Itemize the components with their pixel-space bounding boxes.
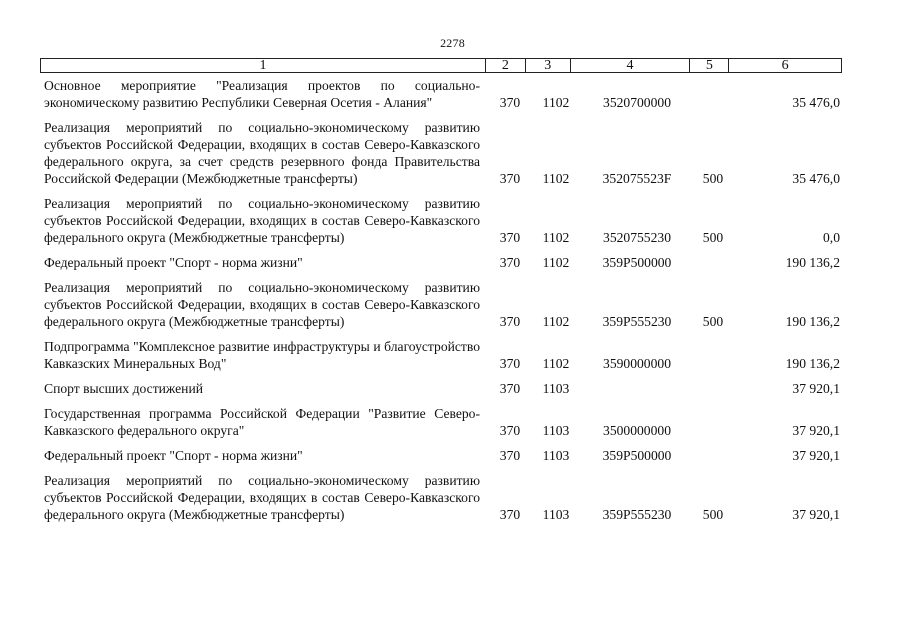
row-amount: 35 476,0 — [792, 95, 840, 110]
row-name: Федеральный проект "Спорт - норма жизни" — [44, 255, 303, 270]
row-section-code: 1102 — [542, 171, 570, 186]
column-header-2: 2 — [486, 59, 526, 72]
row-section-code: 1102 — [542, 356, 570, 371]
row-target-article: 3500000000 — [603, 423, 671, 438]
row-section-code: 1102 — [542, 255, 570, 270]
row-amount: 37 920,1 — [792, 381, 840, 396]
row-target-article: 3590000000 — [603, 356, 671, 371]
row-ministry-code: 370 — [499, 95, 521, 110]
row-ministry-code: 370 — [499, 314, 521, 329]
row-section-code: 1103 — [542, 423, 570, 438]
table-header — [40, 58, 842, 73]
row-name: Федеральный проект "Спорт - норма жизни" — [44, 448, 303, 463]
table-row — [44, 195, 844, 246]
row-section-code: 1102 — [542, 314, 570, 329]
row-target-article: 352075523F — [602, 171, 672, 186]
row-expense-type: 500 — [702, 507, 724, 522]
row-amount: 37 920,1 — [792, 507, 840, 522]
row-name: Реализация мероприятий по социально-экономическому развитию субъектов Российской Федерации, входящих в состав Северо-Кавказского федерального округа, за счет средств резервного фонда Правительства Российской Федерации (Межбюджетные трансферты) — [44, 120, 480, 186]
table-row — [44, 119, 844, 187]
row-ministry-code: 370 — [499, 423, 521, 438]
row-target-article: 359P500000 — [602, 255, 672, 270]
table-row — [44, 254, 844, 271]
row-name: Подпрограмма "Комплексное развитие инфраструктуры и благоустройство Кавказских Минеральных Вод" — [44, 339, 480, 371]
table-row — [44, 472, 844, 523]
row-target-article: 359P500000 — [602, 448, 672, 463]
column-header-1: 1 — [41, 59, 486, 72]
row-expense-type: 500 — [702, 171, 724, 186]
budget-table-body — [44, 77, 844, 531]
row-ministry-code: 370 — [499, 171, 521, 186]
row-expense-type: 500 — [702, 314, 724, 329]
row-name: Государственная программа Российской Федерации "Развитие Северо-Кавказского федерального округа" — [44, 406, 480, 438]
row-ministry-code: 370 — [499, 255, 521, 270]
row-expense-type: 500 — [702, 230, 724, 245]
row-name: Реализация мероприятий по социально-экономическому развитию субъектов Российской Федерации, входящих в состав Северо-Кавказского федерального округа (Межбюджетные трансферты) — [44, 280, 480, 329]
table-row — [44, 338, 844, 372]
row-target-article: 3520700000 — [603, 95, 671, 110]
row-section-code: 1103 — [542, 507, 570, 522]
row-section-code: 1102 — [542, 95, 570, 110]
column-header-4: 4 — [571, 59, 691, 72]
row-target-article: 3520755230 — [603, 230, 671, 245]
row-section-code: 1103 — [542, 448, 570, 463]
row-name: Реализация мероприятий по социально-экономическому развитию субъектов Российской Федерации, входящих в состав Северо-Кавказского федерального округа (Межбюджетные трансферты) — [44, 196, 480, 245]
table-row — [44, 279, 844, 330]
table-row — [44, 405, 844, 439]
row-name: Спорт высших достижений — [44, 381, 203, 396]
row-ministry-code: 370 — [499, 356, 521, 371]
table-row — [44, 447, 844, 464]
row-amount: 190 136,2 — [785, 356, 840, 371]
row-ministry-code: 370 — [499, 448, 521, 463]
row-target-article: 359P555230 — [602, 314, 672, 329]
page-number: 2278 — [440, 36, 465, 50]
row-amount: 37 920,1 — [792, 423, 840, 438]
table-row — [44, 77, 844, 111]
row-amount: 37 920,1 — [792, 448, 840, 463]
row-ministry-code: 370 — [499, 507, 521, 522]
row-target-article: 359P555230 — [602, 507, 672, 522]
row-ministry-code: 370 — [499, 230, 521, 245]
row-section-code: 1103 — [542, 381, 570, 396]
row-name: Основное мероприятие "Реализация проектов по социально-экономическому развитию Республики Северная Осетия - Алания" — [44, 78, 480, 110]
row-section-code: 1102 — [542, 230, 570, 245]
column-header-3: 3 — [526, 59, 571, 72]
row-amount: 0,0 — [823, 230, 840, 245]
row-ministry-code: 370 — [499, 381, 521, 396]
column-header-6: 6 — [781, 58, 789, 73]
row-amount: 190 136,2 — [785, 314, 840, 329]
table-row — [44, 380, 844, 397]
row-name: Реализация мероприятий по социально-экономическому развитию субъектов Российской Федерации, входящих в состав Северо-Кавказского федерального округа (Межбюджетные трансферты) — [44, 473, 480, 522]
row-amount: 35 476,0 — [792, 171, 840, 186]
column-header-5: 5 — [690, 59, 729, 72]
row-amount: 190 136,2 — [785, 255, 840, 270]
